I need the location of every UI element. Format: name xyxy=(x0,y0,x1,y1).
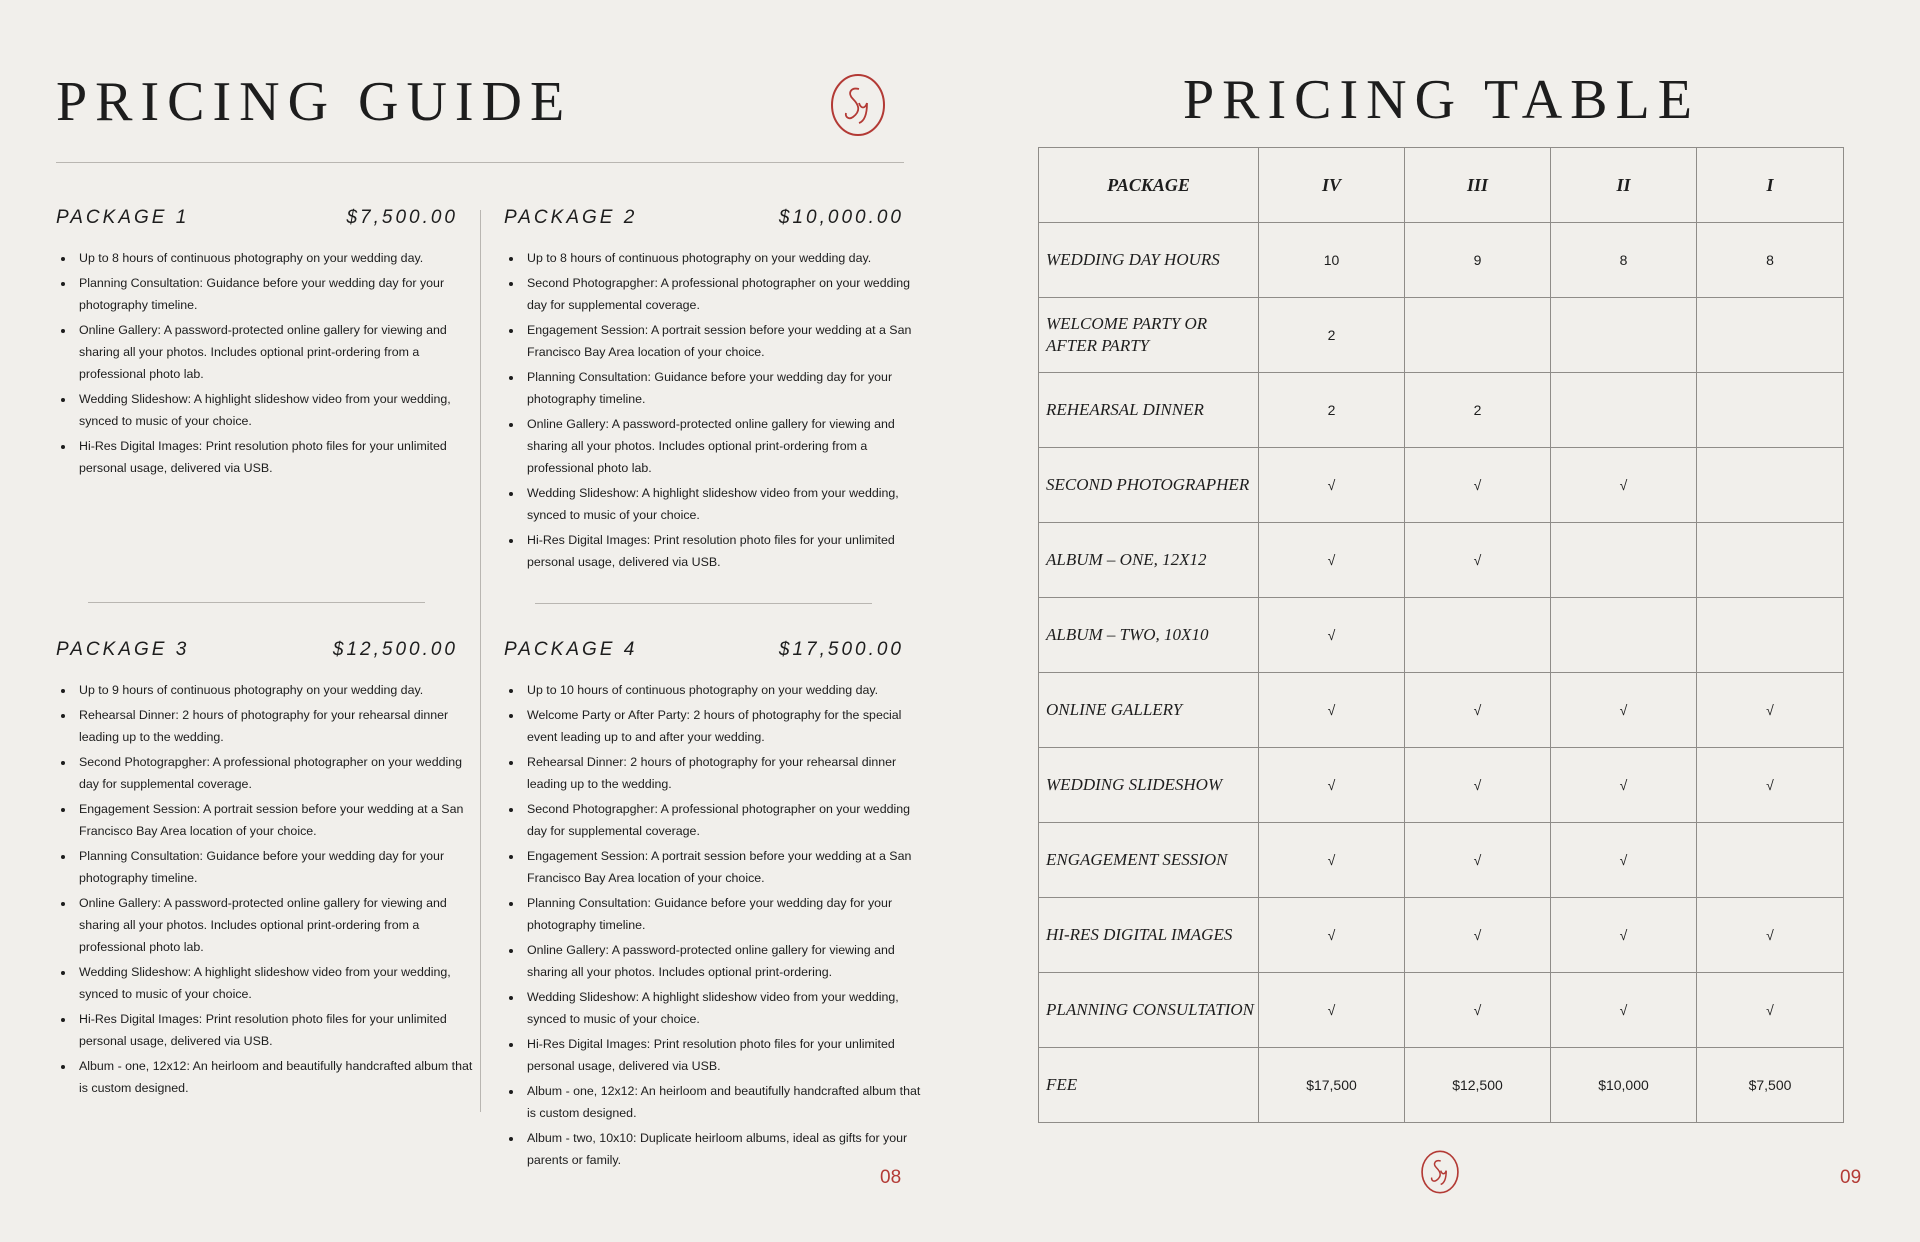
package-1-divider xyxy=(88,602,425,603)
list-item: • Planning Consultation: Guidance before your wedding day for your photography timeline. xyxy=(75,272,477,316)
list-item: • Hi-Res Digital Images: Print resolution photo files for your unlimited personal usage, delivered via USB. xyxy=(523,1033,923,1077)
row-label: PLANNING CONSULTATION xyxy=(1039,973,1259,1048)
checkmark-icon: √ xyxy=(1405,523,1551,598)
checkmark-icon: √ xyxy=(1259,523,1405,598)
list-item: • Wedding Slideshow: A highlight slideshow video from your wedding, synced to music of your choice. xyxy=(75,961,477,1005)
checkmark-icon: √ xyxy=(1697,973,1844,1048)
title-divider xyxy=(56,162,904,163)
list-item: • Second Photograpgher: A professional photographer on your wedding day for supplemental coverage. xyxy=(523,798,923,842)
package-name: PACKAGE 2 xyxy=(504,207,638,228)
table-cell: 8 xyxy=(1551,223,1697,298)
list-item: • Hi-Res Digital Images: Print resolution photo files for your unlimited personal usage, delivered via USB. xyxy=(523,529,923,573)
row-label: FEE xyxy=(1039,1048,1259,1123)
table-row xyxy=(1039,448,1844,523)
list-item: • Engagement Session: A portrait session before your wedding at a San Francisco Bay Area location of your choice. xyxy=(523,319,923,363)
checkmark-icon: √ xyxy=(1259,673,1405,748)
checkmark-icon: √ xyxy=(1259,748,1405,823)
table-cell xyxy=(1551,373,1697,448)
list-item: • Rehearsal Dinner: 2 hours of photography for your rehearsal dinner leading up to the wedding. xyxy=(523,751,923,795)
table-cell: 8 xyxy=(1697,223,1844,298)
pricing-guide-title: PRICING GUIDE xyxy=(56,71,573,133)
checkmark-icon: √ xyxy=(1405,748,1551,823)
package-4-features xyxy=(504,679,923,1174)
table-cell xyxy=(1551,598,1697,673)
list-item: • Online Gallery: A password-protected online gallery for viewing and sharing all your photos. Includes optional print-ordering from a professional photo lab. xyxy=(75,319,477,385)
table-row xyxy=(1039,223,1844,298)
list-item: • Rehearsal Dinner: 2 hours of photography for your rehearsal dinner leading up to the wedding. xyxy=(75,704,477,748)
column-divider xyxy=(480,210,481,1112)
checkmark-icon: √ xyxy=(1405,673,1551,748)
checkmark-icon: √ xyxy=(1259,898,1405,973)
list-item: • Engagement Session: A portrait session before your wedding at a San Francisco Bay Area location of your choice. xyxy=(75,798,477,842)
table-cell xyxy=(1697,523,1844,598)
checkmark-icon: √ xyxy=(1551,823,1697,898)
column-header: I xyxy=(1697,148,1844,223)
package-name: PACKAGE 4 xyxy=(504,639,638,660)
table-cell xyxy=(1697,448,1844,523)
list-item: • Hi-Res Digital Images: Print resolution photo files for your unlimited personal usage, delivered via USB. xyxy=(75,435,477,479)
pricing-table-title: PRICING TABLE xyxy=(1183,69,1700,131)
table-cell xyxy=(1697,823,1844,898)
table-row xyxy=(1039,1048,1844,1123)
table-cell: 2 xyxy=(1405,373,1551,448)
row-label: WELCOME PARTY OR AFTER PARTY xyxy=(1039,298,1259,373)
list-item: • Second Photograpgher: A professional photographer on your wedding day for supplemental coverage. xyxy=(75,751,477,795)
package-4-header xyxy=(504,639,904,661)
package-name: PACKAGE 3 xyxy=(56,639,190,660)
list-item: • Up to 9 hours of continuous photography on your wedding day. xyxy=(75,679,477,701)
list-item: • Wedding Slideshow: A highlight slideshow video from your wedding, synced to music of your choice. xyxy=(523,986,923,1030)
package-price: $17,500.00 xyxy=(778,639,904,660)
row-label: ALBUM – ONE, 12X12 xyxy=(1039,523,1259,598)
list-item: • Wedding Slideshow: A highlight slideshow video from your wedding, synced to music of your choice. xyxy=(523,482,923,526)
list-item: • Album - one, 12x12: An heirloom and beautifully handcrafted album that is custom designed. xyxy=(523,1080,923,1124)
package-price: $12,500.00 xyxy=(332,639,458,660)
checkmark-icon: √ xyxy=(1405,823,1551,898)
page-number-left: 08 xyxy=(880,1167,902,1188)
checkmark-icon: √ xyxy=(1551,898,1697,973)
table-cell xyxy=(1551,523,1697,598)
row-label: HI-RES DIGITAL IMAGES xyxy=(1039,898,1259,973)
checkmark-icon: √ xyxy=(1697,673,1844,748)
list-item: • Up to 8 hours of continuous photography on your wedding day. xyxy=(523,247,923,269)
checkmark-icon: √ xyxy=(1259,448,1405,523)
checkmark-icon: √ xyxy=(1259,973,1405,1048)
checkmark-icon: √ xyxy=(1405,973,1551,1048)
list-item: • Hi-Res Digital Images: Print resolution photo files for your unlimited personal usage, delivered via USB. xyxy=(75,1008,477,1052)
column-header: PACKAGE xyxy=(1039,148,1259,223)
checkmark-icon: √ xyxy=(1697,898,1844,973)
list-item: • Online Gallery: A password-protected online gallery for viewing and sharing all your photos. Includes optional print-ordering. xyxy=(523,939,923,983)
package-2-divider xyxy=(535,603,872,604)
list-item: • Online Gallery: A password-protected online gallery for viewing and sharing all your photos. Includes optional print-ordering from a professional photo lab. xyxy=(75,892,477,958)
list-item: • Wedding Slideshow: A highlight slideshow video from your wedding, synced to music of your choice. xyxy=(75,388,477,432)
checkmark-icon: √ xyxy=(1259,598,1405,673)
table-cell: $17,500 xyxy=(1259,1048,1405,1123)
checkmark-icon: √ xyxy=(1551,973,1697,1048)
table-row xyxy=(1039,898,1844,973)
table-cell: $7,500 xyxy=(1697,1048,1844,1123)
list-item: • Planning Consultation: Guidance before your wedding day for your photography timeline. xyxy=(523,892,923,936)
pricing-table xyxy=(1038,147,1844,1123)
checkmark-icon: √ xyxy=(1405,898,1551,973)
table-cell: 2 xyxy=(1259,373,1405,448)
page-number-right: 09 xyxy=(1840,1167,1862,1188)
table-cell xyxy=(1405,298,1551,373)
table-cell: $12,500 xyxy=(1405,1048,1551,1123)
sy-monogram-icon xyxy=(829,73,887,137)
table-cell xyxy=(1551,298,1697,373)
row-label: ONLINE GALLERY xyxy=(1039,673,1259,748)
package-price: $7,500.00 xyxy=(346,207,458,228)
checkmark-icon: √ xyxy=(1551,748,1697,823)
package-1-features xyxy=(56,247,477,482)
checkmark-icon: √ xyxy=(1259,823,1405,898)
list-item: • Online Gallery: A password-protected online gallery for viewing and sharing all your photos. Includes optional print-ordering from a professional photo lab. xyxy=(523,413,923,479)
table-row xyxy=(1039,373,1844,448)
table-cell xyxy=(1697,373,1844,448)
table-cell: 9 xyxy=(1405,223,1551,298)
checkmark-icon: √ xyxy=(1551,448,1697,523)
package-price: $10,000.00 xyxy=(778,207,904,228)
table-row xyxy=(1039,523,1844,598)
checkmark-icon: √ xyxy=(1551,673,1697,748)
table-cell xyxy=(1405,598,1551,673)
table-row xyxy=(1039,673,1844,748)
package-name: PACKAGE 1 xyxy=(56,207,190,228)
table-row xyxy=(1039,823,1844,898)
list-item: • Up to 10 hours of continuous photography on your wedding day. xyxy=(523,679,923,701)
list-item: • Welcome Party or After Party: 2 hours of photography for the special event leading up to and after your wedding. xyxy=(523,704,923,748)
row-label: ALBUM – TWO, 10X10 xyxy=(1039,598,1259,673)
list-item: • Up to 8 hours of continuous photography on your wedding day. xyxy=(75,247,477,269)
package-3-features xyxy=(56,679,477,1102)
row-label: ENGAGEMENT SESSION xyxy=(1039,823,1259,898)
table-cell: $10,000 xyxy=(1551,1048,1697,1123)
table-row xyxy=(1039,748,1844,823)
table-header-row xyxy=(1039,148,1844,223)
package-3-header xyxy=(56,639,458,661)
list-item: • Album - two, 10x10: Duplicate heirloom albums, ideal as gifts for your parents or family. xyxy=(523,1127,923,1171)
column-header: II xyxy=(1551,148,1697,223)
list-item: • Engagement Session: A portrait session before your wedding at a San Francisco Bay Area location of your choice. xyxy=(523,845,923,889)
table-row xyxy=(1039,973,1844,1048)
checkmark-icon: √ xyxy=(1405,448,1551,523)
table-cell: 10 xyxy=(1259,223,1405,298)
list-item: • Planning Consultation: Guidance before your wedding day for your photography timeline. xyxy=(75,845,477,889)
table-row xyxy=(1039,298,1844,373)
sy-monogram-icon xyxy=(1420,1149,1460,1195)
column-header: IV xyxy=(1259,148,1405,223)
list-item: • Planning Consultation: Guidance before your wedding day for your photography timeline. xyxy=(523,366,923,410)
row-label: WEDDING DAY HOURS xyxy=(1039,223,1259,298)
list-item: • Album - one, 12x12: An heirloom and beautifully handcrafted album that is custom designed. xyxy=(75,1055,477,1099)
list-item: • Second Photograpgher: A professional photographer on your wedding day for supplemental coverage. xyxy=(523,272,923,316)
checkmark-icon: √ xyxy=(1697,748,1844,823)
column-header: III xyxy=(1405,148,1551,223)
table-cell: 2 xyxy=(1259,298,1405,373)
row-label: SECOND PHOTOGRAPHER xyxy=(1039,448,1259,523)
table-cell xyxy=(1697,298,1844,373)
package-2-features xyxy=(504,247,923,576)
table-row xyxy=(1039,598,1844,673)
table-cell xyxy=(1697,598,1844,673)
table-body xyxy=(1039,223,1844,1123)
row-label: REHEARSAL DINNER xyxy=(1039,373,1259,448)
package-1-header xyxy=(56,207,458,229)
package-2-header xyxy=(504,207,904,229)
row-label: WEDDING SLIDESHOW xyxy=(1039,748,1259,823)
